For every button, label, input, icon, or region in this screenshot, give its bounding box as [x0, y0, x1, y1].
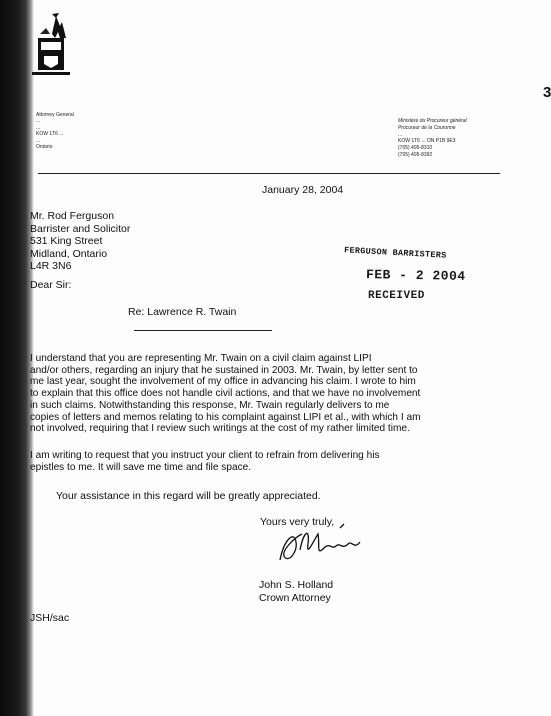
valediction: Yours very truly, [260, 516, 335, 528]
recipient-line: Barrister and Solicitor [30, 222, 131, 235]
paragraph-line: I am writing to request that you instruct your client to refrain from delivering his [30, 450, 380, 461]
typist-initials: JSH/sac [30, 612, 70, 624]
letterhead-right-line: KOW 1T6 ... ON P1B 9E3 [398, 138, 456, 145]
letterhead-left-line: Attorney General [36, 112, 74, 118]
paragraph-line: epistles to me. It will save me time and file space. [30, 461, 252, 473]
page-edge-mark: 3 [543, 84, 551, 101]
letterhead-right-line: ... [398, 131, 403, 138]
letter-date: January 28, 2004 [262, 184, 344, 196]
signer-block [259, 579, 333, 605]
recipient-line: Mr. Rod Ferguson [30, 210, 115, 222]
letterhead-right-line: Procureur de la Couronne [398, 124, 456, 131]
letterhead-left-line: ... [36, 137, 41, 144]
salutation: Dear Sir: [30, 279, 72, 291]
letterhead-right-line: (705) 495-8392 [398, 151, 433, 158]
paragraph-line: not involved, requiring that I review such writings at the cost of my rather limited time. [30, 423, 410, 435]
letterhead-left-line: ... [36, 124, 41, 131]
recipient-line: Midland, Ontario [30, 247, 108, 260]
paragraph-line: to explain that this office does not handle civil actions, and that we have no involvement [30, 388, 421, 400]
paragraph-line: copies of letters and memos relating to his complaint against LIPI et al., with which I am [30, 411, 421, 423]
received-stamp-date: FEB - 2 2004 [365, 267, 466, 284]
paragraph-1 [30, 353, 420, 435]
re-underline [134, 330, 272, 331]
scan-dark-edge [0, 0, 34, 716]
signer-title: Crown Attorney [259, 592, 331, 604]
signer-name: John S. Holland [259, 579, 334, 591]
paragraph-line: in such claims. Notwithstanding this response, Mr. Twain regularly delivers to me [30, 399, 390, 411]
letterhead-left-line: ... [36, 118, 41, 125]
handwritten-signature [270, 520, 370, 570]
ontario-crest-logo [22, 12, 74, 80]
recipient-address [30, 210, 130, 273]
paragraph-line: me last year, sought the involvement of my office in advancing his claim. I wrote to him [30, 376, 416, 388]
paragraph-2 [30, 450, 380, 473]
recipient-line: 531 King Street [30, 235, 103, 247]
letterhead-right [398, 118, 467, 159]
paragraph-line: and/or others, regarding an injury that he sustained in 2003. Mr. Twain, by letter sent to [30, 364, 418, 376]
letterhead-right-line: Ministère du Procureur général [398, 118, 467, 124]
letterhead-left [36, 112, 74, 150]
letterhead-divider [38, 173, 500, 174]
closing-sentence: Your assistance in this regard will be greatly appreciated. [56, 490, 321, 502]
letterhead-left-line: Ontario [36, 144, 53, 151]
recipient-line: L4R 3N6 [30, 260, 72, 272]
paragraph-line: I understand that you are representing Mr. Twain on a civil claim against LIPI [30, 353, 372, 364]
letterhead-left-line: KOW 1T6 ... [36, 131, 64, 138]
re-line: Re: Lawrence R. Twain [128, 306, 237, 318]
received-stamp-firm: FERGUSON BARRISTERS [343, 245, 447, 261]
received-stamp-status: RECEIVED [368, 290, 425, 302]
letterhead-right-line: (705) 495-8310 [398, 145, 433, 152]
